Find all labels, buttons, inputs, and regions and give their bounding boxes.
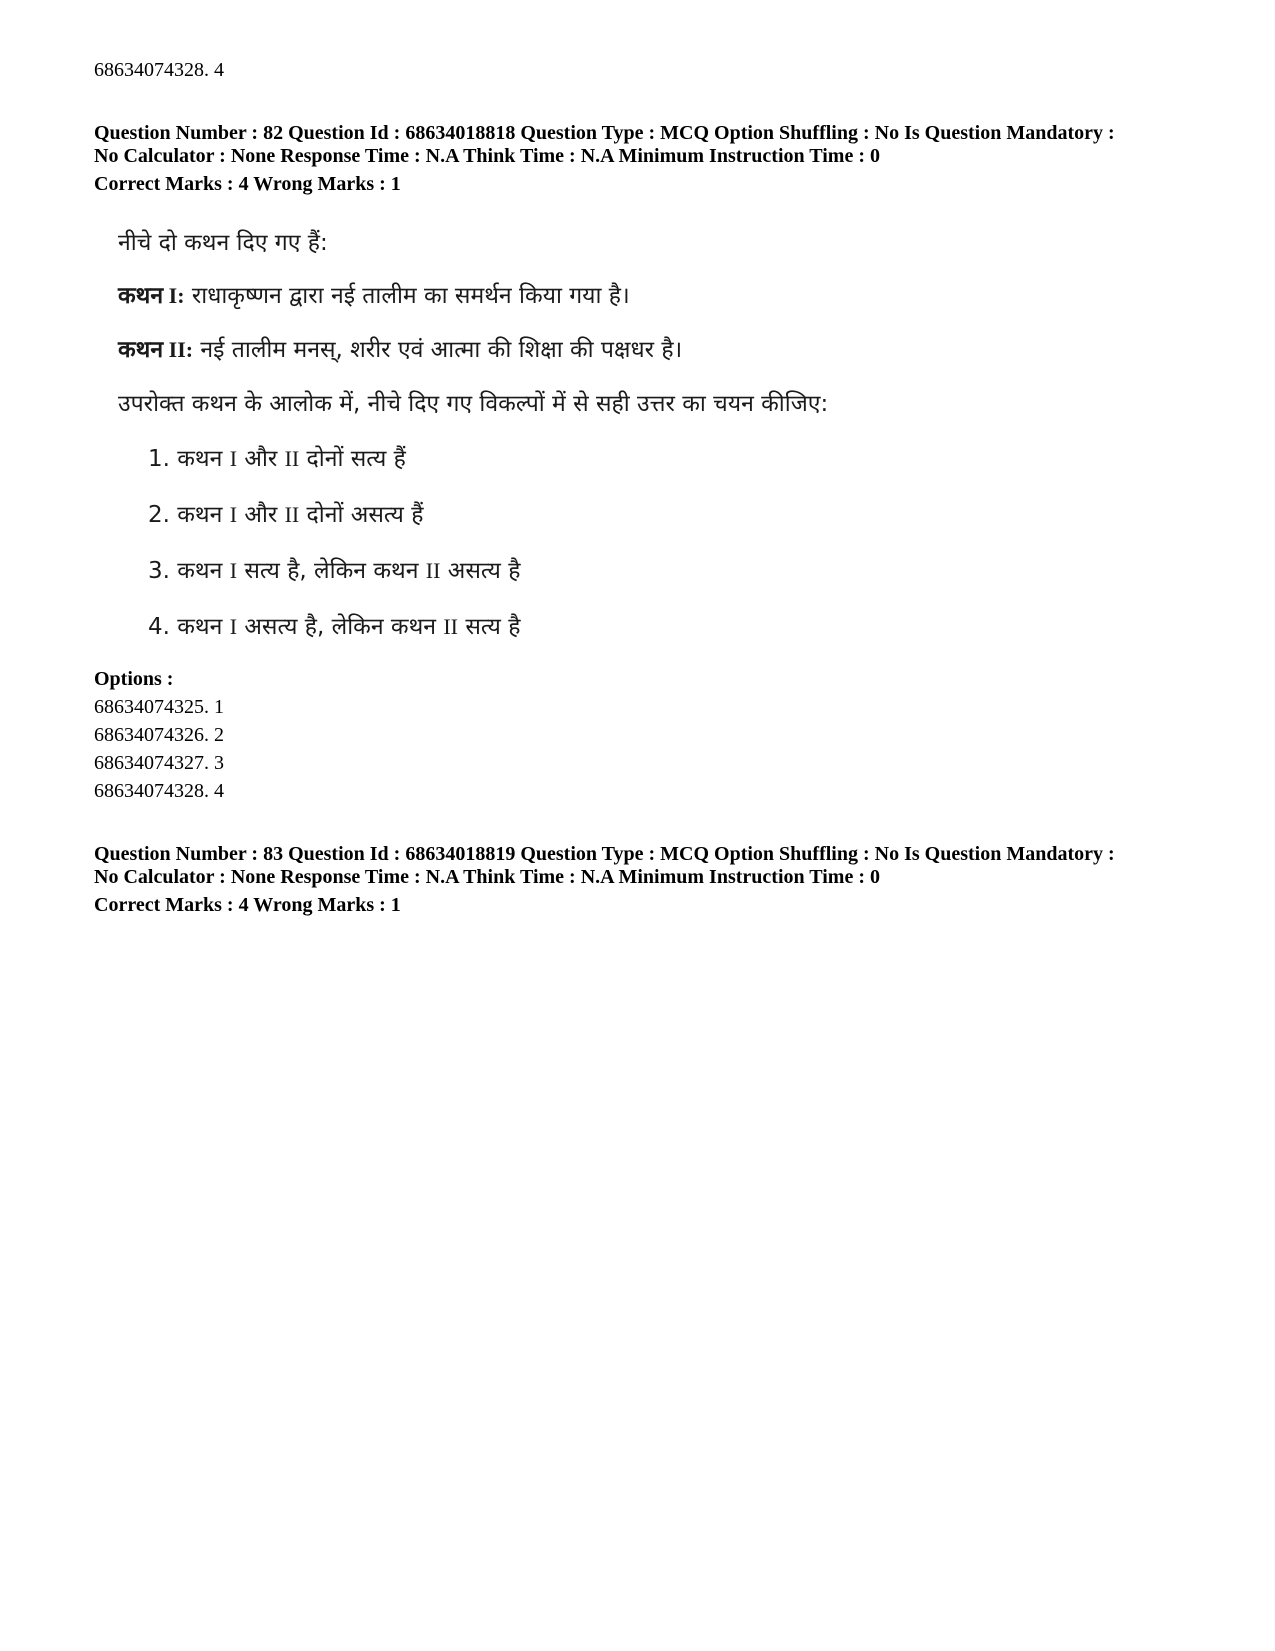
previous-answer: 68634074328. 4 xyxy=(94,59,224,81)
choice-text: दोनों असत्य हैं xyxy=(299,502,424,528)
q82-option-2: 68634074326. 2 xyxy=(94,724,224,746)
q82-option-3: 68634074327. 3 xyxy=(94,752,224,774)
q82-statement-1 xyxy=(118,281,630,311)
choice-numeral: II xyxy=(443,614,459,639)
choice-numeral: I xyxy=(229,614,238,639)
q83-meta-line-2: No Calculator : None Response Time : N.A Think Time : N.A Minimum Instruction Time : 0 xyxy=(94,866,880,888)
choice-text: 3. कथन xyxy=(148,558,230,584)
q82-instruction: उपरोक्त कथन के आलोक में, नीचे दिए गए विकल्पों में से सही उत्तर का चयन कीजिए: xyxy=(118,391,829,417)
choice-text: 4. कथन xyxy=(148,614,230,640)
choice-text: 1. कथन xyxy=(148,446,230,472)
q83-meta-line-1: Question Number : 83 Question Id : 68634018819 Question Type : MCQ Option Shuffling : No Is Question Mandatory : xyxy=(94,843,1115,865)
q82-meta-line-1: Question Number : 82 Question Id : 68634018818 Question Type : MCQ Option Shuffling : No Is Question Mandatory : xyxy=(94,122,1115,144)
statement-1-label: कथन xyxy=(118,283,164,309)
q83-marks: Correct Marks : 4 Wrong Marks : 1 xyxy=(94,894,401,916)
statement-2-text: नई तालीम मनस्, शरीर एवं आत्मा की शिक्षा की पक्षधर है। xyxy=(193,337,683,363)
statement-2-label: कथन xyxy=(118,337,164,363)
statement-1-text: राधाकृष्णन द्वारा नई तालीम का समर्थन किया गया है। xyxy=(184,283,630,309)
q82-options-heading: Options : xyxy=(94,668,174,690)
q82-option-4: 68634074328. 4 xyxy=(94,780,224,802)
choice-text: और xyxy=(237,446,285,472)
choice-text: असत्य है xyxy=(440,558,521,584)
q82-choice-1 xyxy=(148,444,406,474)
statement-1-numeral: I: xyxy=(163,283,185,308)
choice-text: 2. कथन xyxy=(148,502,230,528)
choice-numeral: II xyxy=(284,502,300,527)
choice-numeral: I xyxy=(229,446,238,471)
choice-numeral: II xyxy=(284,446,300,471)
q82-choice-3 xyxy=(148,556,520,586)
choice-text: दोनों सत्य हैं xyxy=(299,446,406,472)
q82-choice-2 xyxy=(148,500,423,530)
statement-2-numeral: II: xyxy=(163,337,194,362)
q82-choice-4 xyxy=(148,612,520,642)
q82-statement-2 xyxy=(118,335,682,365)
choice-text: और xyxy=(237,502,285,528)
choice-text: सत्य है xyxy=(458,614,521,640)
choice-text: सत्य है, लेकिन कथन xyxy=(237,558,426,584)
choice-text: असत्य है, लेकिन कथन xyxy=(237,614,444,640)
choice-numeral: I xyxy=(229,502,238,527)
q82-meta-line-2: No Calculator : None Response Time : N.A Think Time : N.A Minimum Instruction Time : 0 xyxy=(94,145,880,167)
choice-numeral: II xyxy=(425,558,441,583)
choice-numeral: I xyxy=(229,558,238,583)
q82-option-1: 68634074325. 1 xyxy=(94,696,224,718)
q82-intro: नीचे दो कथन दिए गए हैं: xyxy=(118,230,328,256)
q82-marks: Correct Marks : 4 Wrong Marks : 1 xyxy=(94,173,401,195)
